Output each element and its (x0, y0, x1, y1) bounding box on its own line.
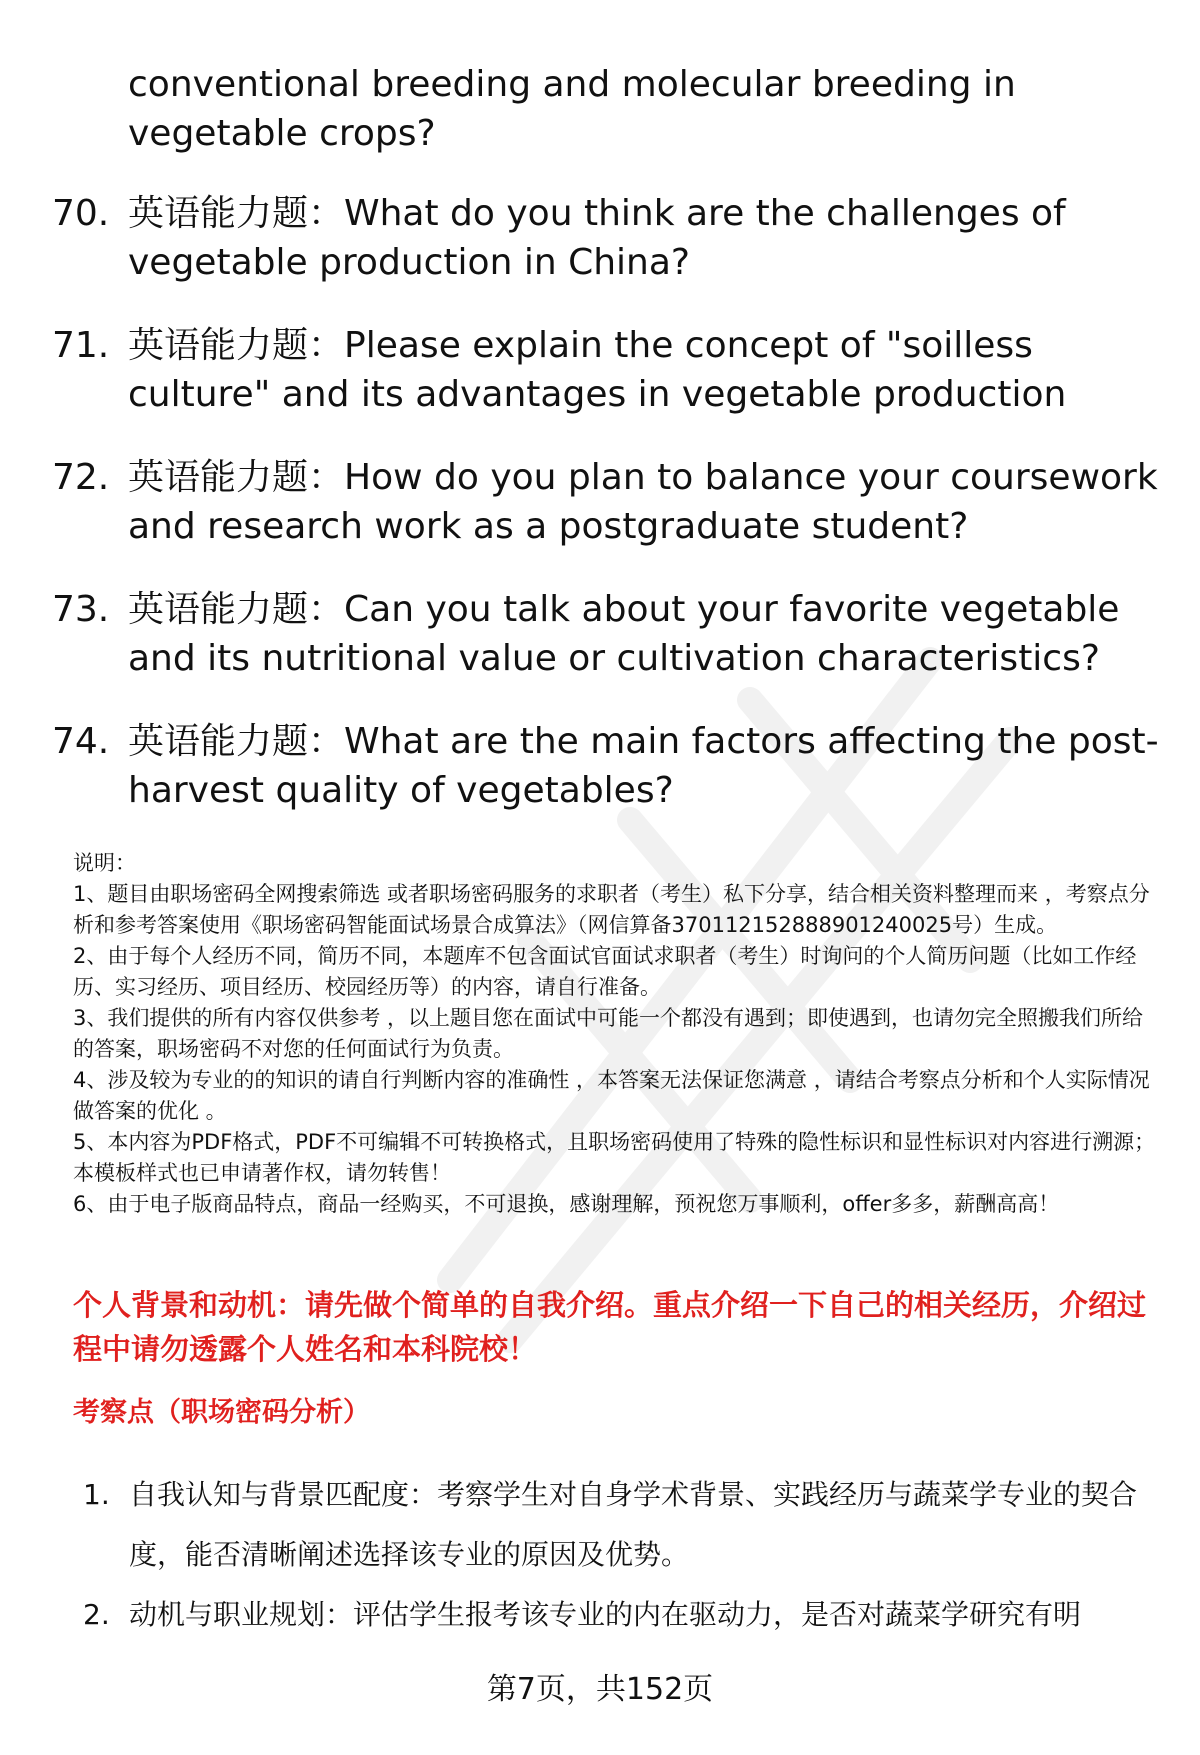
question-item (52, 189, 1162, 287)
analysis-text: 自我认知与背景匹配度：考察学生对自身学术背景、实践经历与蔬菜学专业的契合度，能否清晰阐述选择该专业的原因及优势。 (129, 1478, 1138, 1571)
question-tag: 英语能力题： (128, 589, 345, 630)
analysis-heading: 考察点（职场密码分析） (73, 1397, 370, 1428)
question-item (52, 717, 1162, 815)
notes-section (73, 848, 1163, 1220)
question-item (52, 585, 1162, 683)
question-text: How do you plan to balance your coursework and research work as a postgraduate student? (128, 457, 1158, 547)
question-item (52, 453, 1162, 551)
page-footer: 第7页，共152页 (486, 1672, 714, 1707)
question-heading: 个人背景和动机：请先做个简单的自我介绍。重点介绍一下自己的相关经历，介绍过程中请勿透露个人姓名和本科院校！ (73, 1288, 1147, 1366)
question-number: 72. (52, 457, 110, 498)
question-text: What do you think are the challenges of vegetable production in China? (128, 193, 1066, 283)
analysis-number: 1. (83, 1478, 110, 1511)
question-list (52, 189, 1162, 849)
question-number: 74. (52, 721, 110, 762)
note-item: 3、我们提供的所有内容仅供参考 ，以上题目您在面试中可能一个都没有遇到；即使遇到，也请勿完全照搬我们所给的答案，职场密码不对您的任何面试行为负责。 (73, 1006, 1144, 1061)
analysis-item (83, 1465, 1143, 1585)
note-item: 2、由于每个人经历不同，简历不同，本题库不包含面试官面试求职者（考生）时询问的个人简历问题（比如工作经历、实习经历、项目经历、校园经历等）的内容，请自行准备。 (73, 944, 1137, 999)
question-tag: 英语能力题： (128, 325, 345, 366)
question-item (52, 321, 1162, 419)
question-number: 73. (52, 589, 110, 630)
note-item: 5、本内容为PDF格式，PDF不可编辑不可转换格式，且职场密码使用了特殊的隐性标识和显性标识对内容进行溯源；本模板样式也已申请著作权，请勿转售！ (73, 1130, 1156, 1185)
question-tag: 英语能力题： (128, 721, 345, 762)
analysis-number: 2. (83, 1598, 110, 1631)
note-item: 6、由于电子版商品特点，商品一经购买，不可退换，感谢理解，预祝您万事顺利，offer多多，薪酬高高！ (73, 1192, 1060, 1216)
analysis-item (83, 1585, 1143, 1645)
note-item: 1、题目由职场密码全网搜索筛选 或者职场密码服务的求职者（考生）私下分享，结合相关资料整理而来 ，考察点分析和参考答案使用《职场密码智能面试场景合成算法》（网信算备370112152888901240025号）生成。 (73, 882, 1150, 937)
question-number: 70. (52, 193, 110, 234)
question-tag: 英语能力题： (128, 457, 345, 498)
question-text: Can you talk about your favorite vegetable and its nutritional value or cultivation characteristics? (128, 589, 1120, 679)
note-item: 4、涉及较为专业的的知识的请自行判断内容的准确性 ，本答案无法保证您满意 ，请结合考察点分析和个人实际情况做答案的优化 。 (73, 1068, 1150, 1123)
analysis-text: 动机与职业规划：评估学生报考该专业的内在驱动力，是否对蔬菜学研究有明 (129, 1598, 1082, 1631)
question-continuation: conventional breeding and molecular breeding in vegetable crops? (128, 64, 1016, 154)
analysis-list (83, 1465, 1143, 1645)
question-text: Please explain the concept of "soilless culture" and its advantages in vegetable production (128, 325, 1067, 415)
question-number: 71. (52, 325, 110, 366)
question-tag: 英语能力题： (128, 193, 345, 234)
question-text: What are the main factors affecting the post-harvest quality of vegetables? (128, 721, 1159, 811)
notes-title: 说明： (73, 851, 136, 875)
